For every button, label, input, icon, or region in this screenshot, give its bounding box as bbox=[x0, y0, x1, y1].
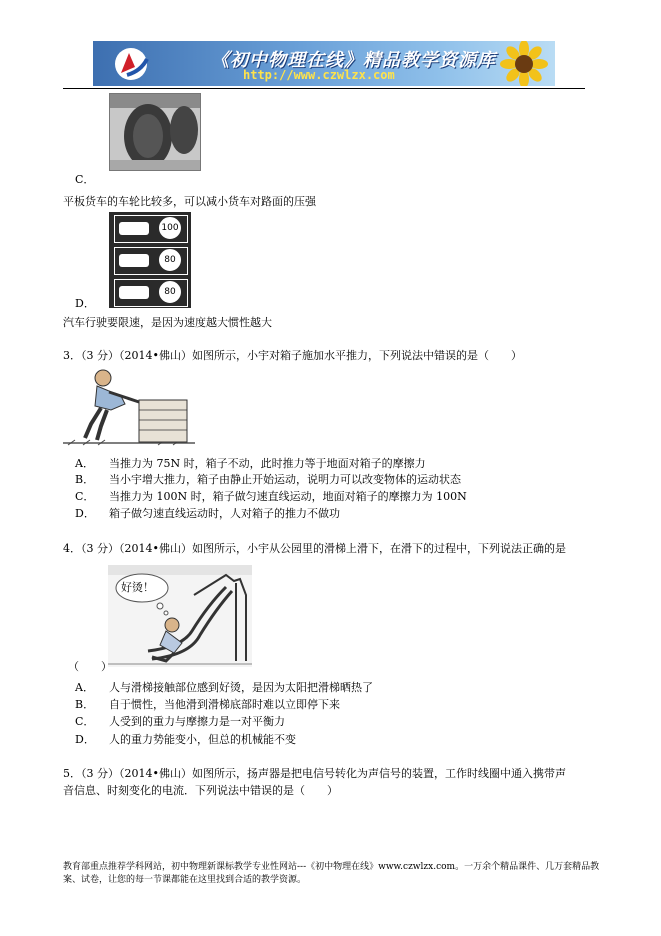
speed-limit-value: 80 bbox=[164, 255, 176, 265]
q3-option-b-label: B． bbox=[75, 473, 95, 486]
q4-option-a-label: A． bbox=[75, 681, 94, 694]
speed-limit-value: 80 bbox=[164, 287, 176, 297]
q4-option-d-text: 人的重力势能变小，但总的机械能不变 bbox=[109, 733, 296, 746]
q4-option-a-text: 人与滑梯接触部位感到好烫，是因为太阳把滑梯晒热了 bbox=[109, 681, 373, 694]
truck-tires-image bbox=[109, 93, 201, 171]
site-logo-icon bbox=[111, 45, 171, 83]
q3-option-d-label: D． bbox=[75, 507, 95, 520]
q4-option-b-text: 自于惯性，当他滑到滑梯底部时难以立即停下来 bbox=[109, 698, 340, 711]
q3-stem: 3．（3 分）（2014•佛山）如图所示，小宇对箱子施加水平推力，下列说法中错误的是（ ） bbox=[63, 349, 522, 362]
bus-icon bbox=[119, 254, 149, 267]
q5-stem-line2: 音信息、时刻变化的电流．下列说法中错误的是（ ） bbox=[63, 784, 338, 797]
q4-stem: 4．（3 分）（2014•佛山）如图所示，小宇从公园里的滑梯上滑下，在滑下的过程中，下列说法正确的是 bbox=[63, 542, 566, 555]
boy-pushing-box-image bbox=[63, 366, 195, 446]
q3-option-c-text: 当推力为 100N 时，箱子做匀速直线运动，地面对箱子的摩擦力为 100N bbox=[109, 490, 467, 503]
header-title: 《初中物理在线》精品教学资源库 bbox=[211, 50, 496, 71]
q3-option-d-text: 箱子做匀速直线运动时，人对箱子的推力不做功 bbox=[109, 507, 340, 520]
speed-sign-car bbox=[114, 215, 188, 243]
q4-answer-paren: （ ） bbox=[68, 660, 112, 673]
speed-limit-signs-image bbox=[109, 212, 191, 308]
footer-note: 教育部重点推荐学科网站，初中物理新课标教学专业性网站---《初中物理在线》www.czwlzx.com。一万余个精品课件、几万套精品教案、试卷，让您的每一节课都能在这里找到合适的教学资源。 bbox=[63, 862, 600, 885]
header-divider bbox=[63, 88, 585, 89]
q2-option-c-text: 平板货车的车轮比较多，可以减小货车对路面的压强 bbox=[63, 195, 316, 208]
q4-option-c-label: C． bbox=[75, 715, 95, 728]
speech-bubble-text: 好烫！ bbox=[121, 581, 154, 594]
speed-sign-bus bbox=[114, 247, 188, 275]
q4-option-c-text: 人受到的重力与摩擦力是一对平衡力 bbox=[109, 715, 285, 728]
sunflower-icon bbox=[493, 41, 555, 86]
q2-option-d-label: D． bbox=[75, 297, 95, 310]
q5-stem-line1: 5．（3 分）（2014•佛山）如图所示，扬声器是把电信号转化为声信号的装置，工作时线圈中通入携带声 bbox=[63, 767, 566, 780]
q3-option-a-text: 当推力为 75N 时，箱子不动，此时推力等于地面对箱子的摩擦力 bbox=[109, 457, 426, 470]
boy-on-slide-image bbox=[108, 565, 252, 667]
q2-option-c-label: C． bbox=[75, 173, 95, 186]
q3-option-c-label: C． bbox=[75, 490, 95, 503]
header-banner bbox=[93, 41, 555, 86]
truck-icon bbox=[119, 286, 149, 299]
q2-option-d-text: 汽车行驶要限速，是因为速度越大惯性越大 bbox=[63, 316, 272, 329]
q3-option-b-text: 当小宇增大推力，箱子由静止开始运动，说明力可以改变物体的运动状态 bbox=[109, 473, 461, 486]
speed-sign-truck bbox=[114, 279, 188, 307]
header-url[interactable]: http://www.czwlzx.com bbox=[243, 68, 395, 82]
q4-option-d-label: D． bbox=[75, 733, 95, 746]
q3-option-a-label: A． bbox=[75, 457, 94, 470]
car-icon bbox=[119, 222, 149, 235]
speed-limit-value: 100 bbox=[161, 223, 179, 233]
q4-option-b-label: B． bbox=[75, 698, 95, 711]
